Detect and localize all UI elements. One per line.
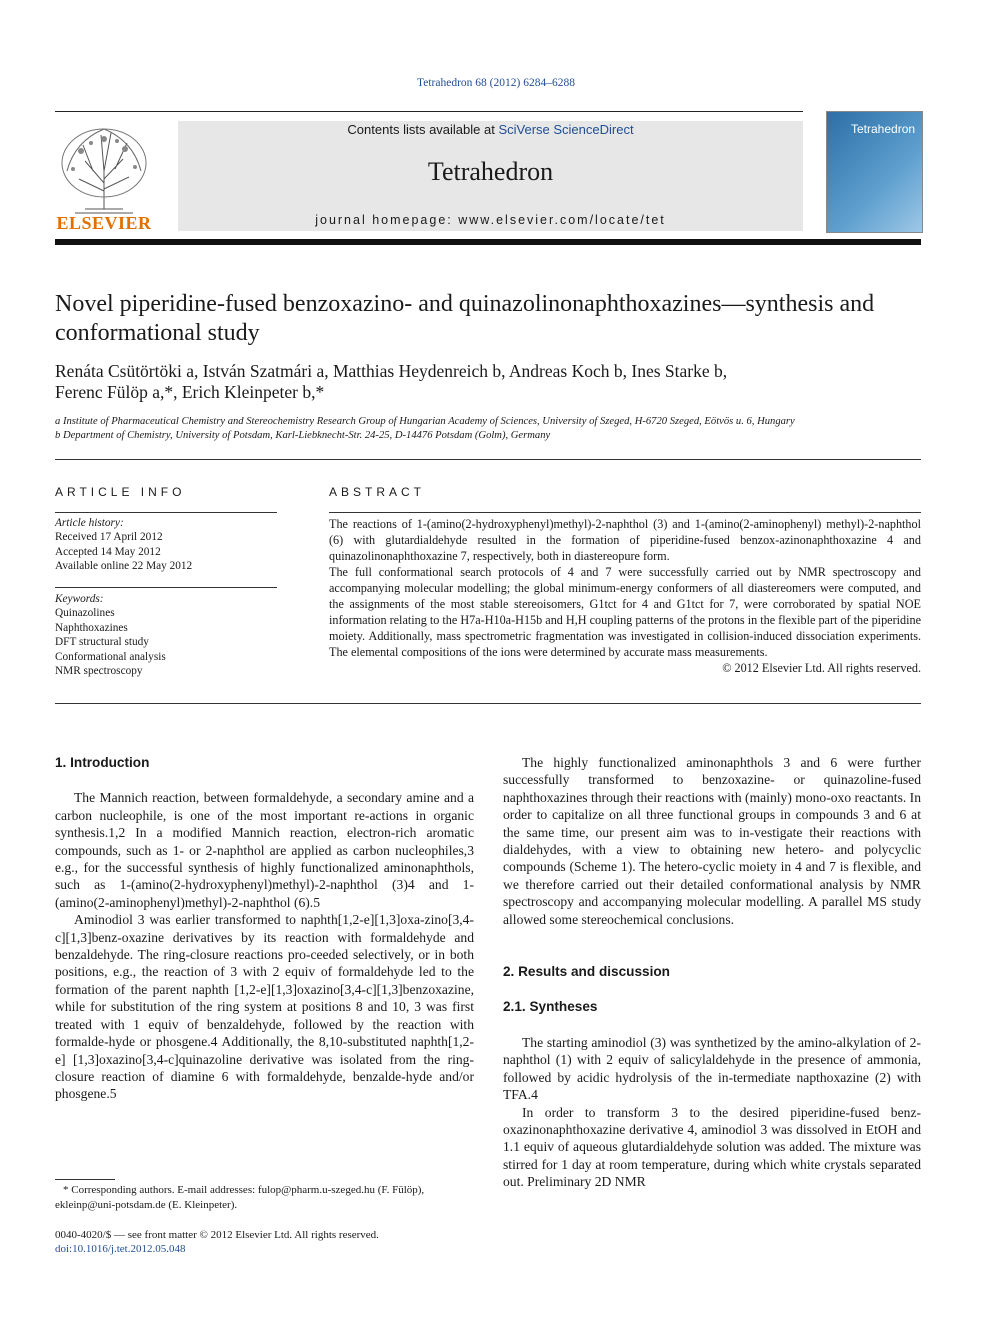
abstract-rule-top [329,512,921,513]
left-column [55,754,474,1103]
abstract-body [329,516,921,676]
journal-title: Tetrahedron [427,157,554,186]
journal-cover[interactable] [826,111,923,233]
history-received: Received 17 April 2012 [55,531,163,544]
abstract-paragraph-1: The reactions of 1-(amino(2-hydroxyphenyl)methyl)-2-naphthol (3) and 1-(amino(2-aminophenyl) methyl)-2-naphthol (6) with glutardialdehyde resulted in the formation of piperidine-fused benzox-azinonaphthoxazine 4 and quinazolinonaphthoxazine 7, respectively, both in diastereopure form. [329,517,921,563]
authors-line-1: Renáta Csütörtöki a, István Szatmári a, Matthias Heydenreich b, Andreas Koch b, Ines Starke b, [55,361,728,381]
abstract-heading: ABSTRACT [329,485,426,499]
keywords-block [55,592,277,678]
syntheses-heading: 2.1. Syntheses [503,999,598,1015]
affiliation-rule [55,459,921,460]
elsevier-logo [55,121,153,233]
history-accepted: Accepted 14 May 2012 [55,545,161,558]
affiliation-b: b Department of Chemistry, University of Potsdam, Karl-Liebknecht-Str. 24-25, D-14476 Potsdam (Golm), Germany [55,430,551,441]
keyword: Quinazolines [55,607,115,620]
syntheses-paragraph-1: The starting aminodiol (3) was synthetized by the amino-alkylation of 2-naphthol (1) with 2 equiv of salicylaldehyde in the presence of ammonia, followed by acidic hydrolysis of the in-termediate napthoxazine (2) with TFA.4 [503,1034,921,1103]
contents-prefix: Contents lists available at [347,122,499,137]
article-title: Novel piperidine-fused benzoxazino- and quinazolinonaphthoxazines—synthesis and conformational study [55,291,875,346]
abstract-rule-bottom [55,703,921,704]
sciencedirect-link[interactable]: SciVerse ScienceDirect [498,122,634,137]
intro-paragraph-2: Aminodiol 3 was earlier transformed to naphth[1,2-e][1,3]oxa-zino[3,4-c][1,3]benz-oxazine derivatives by its reaction with formaldehyde and benzaldehyde. The ring-closure reactions pro-ceeded selectively, or in both positions, e.g., the reaction of 3 with 2 equiv of formaldehyde led to the formation of the parent naphth [1,2-e][1,3]oxazino[3,4-c][1,3]benzoxazine, while for substitution of the ring system at positions 8 and 10, 3 was first treated with 1 equiv of benzaldehyde, followed by the reaction with formalde-hyde or phosgene.4 Additionally, the 8,10-substituted naphth[1,2-e] [1,3]oxazino[3,4-c]quinazoline derivative was isolated from the ring-closure reaction of diamine 6 with formaldehyde, benzalde-hyde and/or phosgene.5 [55,912,474,1102]
intro-heading: 1. Introduction [55,755,150,770]
journal-reference[interactable]: Tetrahedron 68 (2012) 6284–6288 [417,77,575,89]
issn-line: 0040-4020/$ — see front matter © 2012 Elsevier Ltd. All rights reserved. [55,1229,379,1241]
cover-title: Tetrahedron [851,122,916,136]
header-rule [55,111,803,112]
corresponding-authors-note[interactable]: * Corresponding authors. E-mail addresses: fulop@pharm.u-szeged.hu (F. Fülöp), ekleinp@uni-potsdam.de (E. Kleinpeter). [55,1184,425,1211]
abstract-paragraph-2: The full conformational search protocols of 4 and 7 were successfully carried out by NMR spectroscopy and accompanying molecular modelling; the global minimum-energy conformers of all diastereomers were computed, and the assignments of the most stable stereoisomers, G1tct for 4 and G1tct for 7, were corroborated by spatial NOE information relating to the H7a-H10a-H15b and H,H coupling patterns of the protons in the flexible part of the piperidine moiety. Additionally, mass spectrometric fragmentation was investigated in collision-induced dissociation experiments. The elemental compositions of the ions were determined by accurate mass measurements. [329,565,921,659]
keyword: Conformational analysis [55,650,166,663]
right-column [503,754,921,1191]
syntheses-paragraph-2: In order to transform 3 to the desired piperidine-fused benz-oxazinonaphthoxazine derivative 4, aminodiol 3 was dissolved in EtOH and 1.1 equiv of aqueous glutardialdehyde solution was added. The mixture was stirred for 1 day at room temperature, during which white crystals separated out. Preliminary 2D NMR [503,1104,921,1190]
history-online: Available online 22 May 2012 [55,560,193,573]
affiliation-a: a Institute of Pharmaceutical Chemistry and Stereochemistry Research Group of Hungarian Academy of Sciences, University of Szeged, H-6720 Szeged, Eötvös u. 6, Hungary [55,416,795,427]
author-list [55,361,925,403]
info-rule-top [55,512,277,513]
keyword: Naphthoxazines [55,621,128,634]
authors-line-2: Ferenc Fülöp a,*, Erich Kleinpeter b,* [55,382,325,402]
keyword: NMR spectroscopy [55,665,143,678]
article-info-heading: ARTICLE INFO [55,485,186,499]
footnote-rule [55,1179,115,1180]
results-heading: 2. Results and discussion [503,964,670,980]
header-thick-rule [55,239,921,245]
contents-line [178,122,803,137]
keyword: DFT structural study [55,636,149,649]
publisher-name: ELSEVIER [56,213,152,233]
doi-link[interactable]: doi:10.1016/j.tet.2012.05.048 [55,1243,186,1255]
article-history [55,516,277,574]
abstract-copyright: © 2012 Elsevier Ltd. All rights reserved. [722,661,921,675]
journal-banner [178,121,803,231]
info-rule-mid [55,587,277,588]
intro-paragraph-1: The Mannich reaction, between formaldehyde, a secondary amine and a carbon nucleophile, is one of the most important re-actions in organic synthesis.1,2 In a modified Mannich reaction, electron-rich aromatic compounds, such as 1- or 2-naphthol are applied as carbon nucleophiles,3 e.g., for the successful synthesis of highly functionalized aminonaphthols, such as 1-(amino(2-hydroxyphenyl)methyl)-2-naphthol (3)4 and 1-(amino(2-aminophenyl)methyl)-2-naphthol (6).5 [55,790,474,910]
keywords-label: Keywords: [55,593,104,605]
history-label: Article history: [55,517,124,529]
right-paragraph-1: The highly functionalized aminonaphthols 3 and 6 were further successfully transformed to benzoxazine- or quinazoline-fused naphthoxazines through their reactions with (mainly) mono-oxo reactants. In order to capitalize on all three functional groups in compounds 3 and 6 at the same time, our present aim was to in-vestigate their reactions with dialdehydes, with a view to obtaining new hetero- and polycyclic compounds (Scheme 1). The hetero-cyclic moiety in 4 and 7 is flexible, and we therefore carried out their detailed conformational analysis by NMR spectroscopy and accompanying molecular modelling. A parallel MS study allowed some stereochemical conclusions. [503,755,921,927]
journal-homepage[interactable]: journal homepage: www.elsevier.com/locate/tet [315,213,666,227]
